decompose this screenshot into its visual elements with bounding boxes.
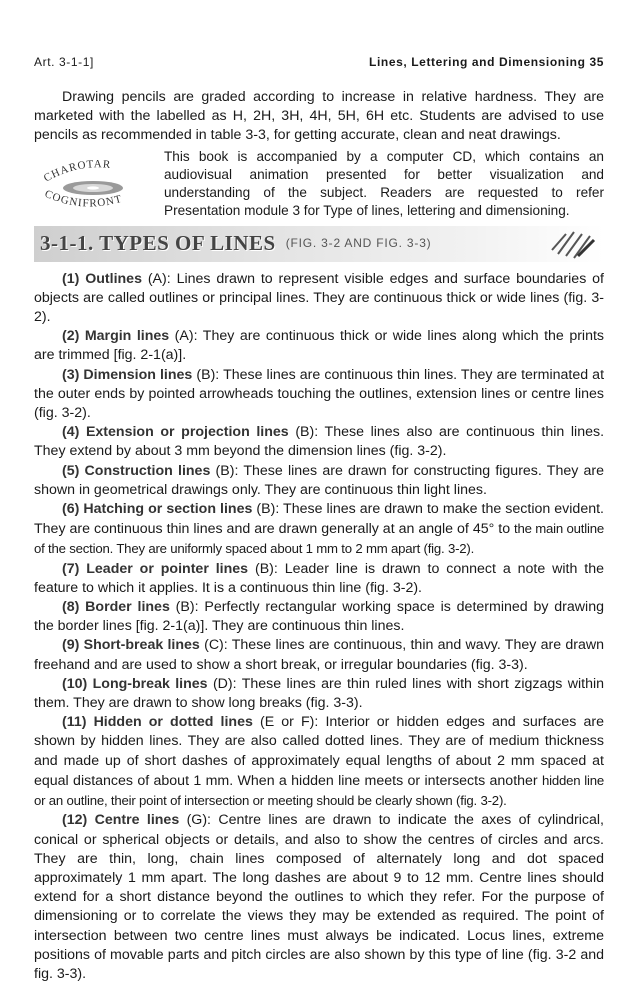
line-type-item-outlines: (1) Outlines (A): Lines drawn to represent visible edges and surface boundaries of objects are called outlines or principal lines. They are continuous thick or wide lines (fig. 3-2).: [34, 270, 604, 326]
line-type-item-hatching: (6) Hatching or section lines (B): These lines are drawn to make the section evident. They are continuous thin lines and are drawn generally at an angle of 45° to the main outline of the section. They are uniformly spaced about 1 mm to 2 mm apart (fig. 3-2).: [34, 501, 604, 557]
logo-bottom-text: COGNIFRONT: [42, 187, 124, 210]
article-reference: Art. 3-1-1]: [34, 55, 94, 69]
svg-text:CHAROTAR: [42, 158, 112, 184]
section-heading-banner: [34, 226, 604, 262]
chapter-title-page-number: Lines, Lettering and Dimensioning 35: [369, 55, 604, 69]
logo-top-text: CHAROTAR: [41, 157, 112, 185]
charotar-cognifront-logo: [36, 152, 154, 212]
line-type-item-border: (8) Border lines (B): Perfectly rectangular working space is determined by drawing the border lines [fig. 2-1(a)]. They are continuous thin lines.: [34, 599, 604, 635]
running-header: [34, 55, 604, 73]
line-type-item-dimension: (3) Dimension lines (B): These lines are continuous thin lines. They are terminated at the outer ends by pointed arrowheads touching the outlines, extension lines or centre lines (fig. 3-2).: [34, 366, 605, 422]
line-type-item-long-break: (10) Long-break lines (D): These lines are thin ruled lines with short zigzags within them. They are drawn to show long breaks (fig. 3-3).: [34, 675, 604, 712]
line-type-item-leader: (7) Leader or pointer lines (B): Leader line is drawn to connect a note with the feature to which it applies. It is a continuous thin line (fig. 3-2).: [34, 560, 604, 596]
pencil-sketch-icon: [548, 226, 598, 262]
intro-paragraph: Drawing pencils are graded according to increase in relative hardness. They are marketed with the labelled as H, 2H, 3H, 4H, 5H, 6H etc. Students are advised to use pencils as recommended in table 3-3, for getting accurate, clean and neat drawings.: [34, 89, 604, 144]
line-type-item-extension: (4) Extension or projection lines (B): These lines also are continuous thin lines. They extend by about 3 mm beyond the dimension lines (fig. 3-2).: [34, 424, 605, 460]
section-title: 3-1-1. TYPES OF LINES: [40, 231, 276, 255]
line-type-item-margin: (2) Margin lines (A): They are continuous thick or wide lines along which the prints are trimmed [fig. 2-1(a)].: [34, 328, 605, 364]
line-type-item-hidden: (11) Hidden or dotted lines (E or F): Interior or hidden edges and surfaces are shown by hidden lines. They are also called dotted lines. They are of medium thickness and made up of short dashes of approximately equal lengths of about 2 mm spaced at equal distances of about 1 mm. When a hidden line meets or intersects another hidden line or an outline, their point of intersection or meeting should be clearly shown (fig. 3-2).: [34, 714, 604, 809]
cd-note: [34, 148, 604, 220]
section-figure-reference: (FIG. 3-2 AND FIG. 3-3): [285, 236, 432, 250]
page-body: [34, 88, 604, 984]
line-type-item-centre: (12) Centre lines (G): Centre lines are drawn to indicate the axes of cylindrical, conical or spherical objects or details, and also to show the centres of circles and arcs. They are thin, long, chain lines composed of alternately long and dot spaced approximately 1 mm apart. The long dashes are about 9 to 12 mm. Centre lines should extend for a short distance beyond the outlines to which they refer. For the purpose of dimensioning or to correlate the views they may be extended as required. The point of intersection between two centre lines must always be indicated. Locus lines, extreme positions of movable parts and pitch circles are also shown by this type of line (fig. 3-2 and fig. 3-3).: [34, 812, 604, 982]
line-type-item-construction: (5) Construction lines (B): These lines are drawn for constructing figures. They are shown in geometrical drawings only. They are continuous thin light lines.: [34, 462, 605, 498]
line-type-item-short-break: (9) Short-break lines (C): These lines are continuous, thin and wavy. They are drawn freehand and are used to show a short break, or irregular boundaries (fig. 3-3).: [34, 637, 604, 673]
cd-note-text: This book is accompanied by a computer CD, which contains an audiovisual animation presented for better visualization and understanding of the subject. Readers are requested to refer Presentation module 3 for Type of lines, lettering and dimensioning.: [164, 148, 604, 219]
